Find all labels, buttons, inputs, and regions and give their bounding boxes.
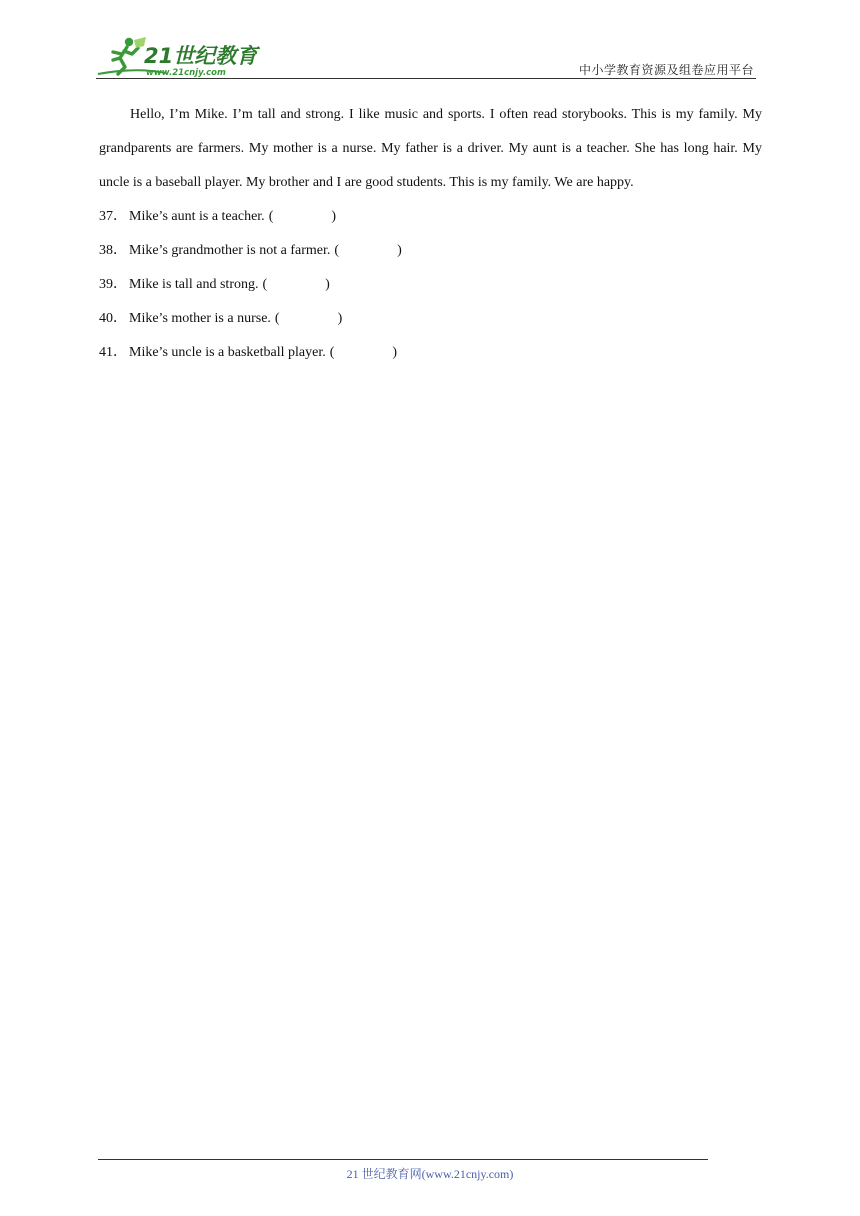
answer-paren-open: ( xyxy=(268,209,274,224)
question-text: Mike is tall and strong. xyxy=(129,277,259,292)
question-number: 38 xyxy=(99,243,113,258)
logo-url: www.21cnjy.com xyxy=(146,68,226,78)
question-text: Mike’s uncle is a basketball player. xyxy=(129,345,326,360)
main-content xyxy=(99,98,762,370)
answer-paren-close: ) xyxy=(325,277,330,292)
question-number: 41 xyxy=(99,345,113,360)
runner-head xyxy=(125,38,133,46)
question-list xyxy=(99,200,762,370)
question-separator: ． xyxy=(113,243,127,258)
question-text: Mike’s aunt is a teacher. xyxy=(129,209,265,224)
question-item xyxy=(99,234,762,268)
question-item xyxy=(99,302,762,336)
question-separator: ． xyxy=(113,311,127,326)
question-number: 40 xyxy=(99,311,113,326)
header-divider xyxy=(96,78,756,79)
header-platform-text: 中小学教育资源及组卷应用平台 xyxy=(578,63,754,77)
footer-divider xyxy=(98,1159,708,1160)
answer-paren-open: ( xyxy=(274,311,280,326)
question-item xyxy=(99,268,762,302)
answer-paren-close: ) xyxy=(392,345,398,360)
question-separator: ． xyxy=(113,345,127,360)
answer-paren-close: ) xyxy=(331,209,337,224)
question-separator: ． xyxy=(113,209,127,224)
question-text: Mike’s grandmother is not a farmer. xyxy=(129,243,331,258)
answer-paren-close: ) xyxy=(337,311,343,326)
answer-paren-open: ( xyxy=(334,243,340,258)
footer-text: 21 世纪教育网(www.21cnjy.com) xyxy=(346,1167,514,1181)
page-header xyxy=(96,30,756,80)
logo xyxy=(96,34,266,78)
question-number: 37 xyxy=(99,209,113,224)
question-item xyxy=(99,200,762,234)
question-number: 39 xyxy=(99,277,113,292)
answer-paren-open: ( xyxy=(329,345,335,360)
question-separator: ． xyxy=(113,277,127,292)
answer-paren-open: ( xyxy=(262,277,268,292)
question-text: Mike’s mother is a nurse. xyxy=(129,311,271,326)
answer-paren-close: ) xyxy=(397,243,402,258)
logo-graphic xyxy=(96,34,266,78)
logo-text: 21世纪教育 xyxy=(144,44,258,68)
reading-passage: Hello, I’m Mike. I’m tall and strong. I like music and sports. I often read storybooks. This is my family. My grandparents are farmers. My mother is a nurse. My father is a driver. My aunt is a teacher. She has long hair. My uncle is a baseball player. My brother and I are good students. This is my family. We are happy. xyxy=(99,107,762,190)
question-item xyxy=(99,336,762,370)
